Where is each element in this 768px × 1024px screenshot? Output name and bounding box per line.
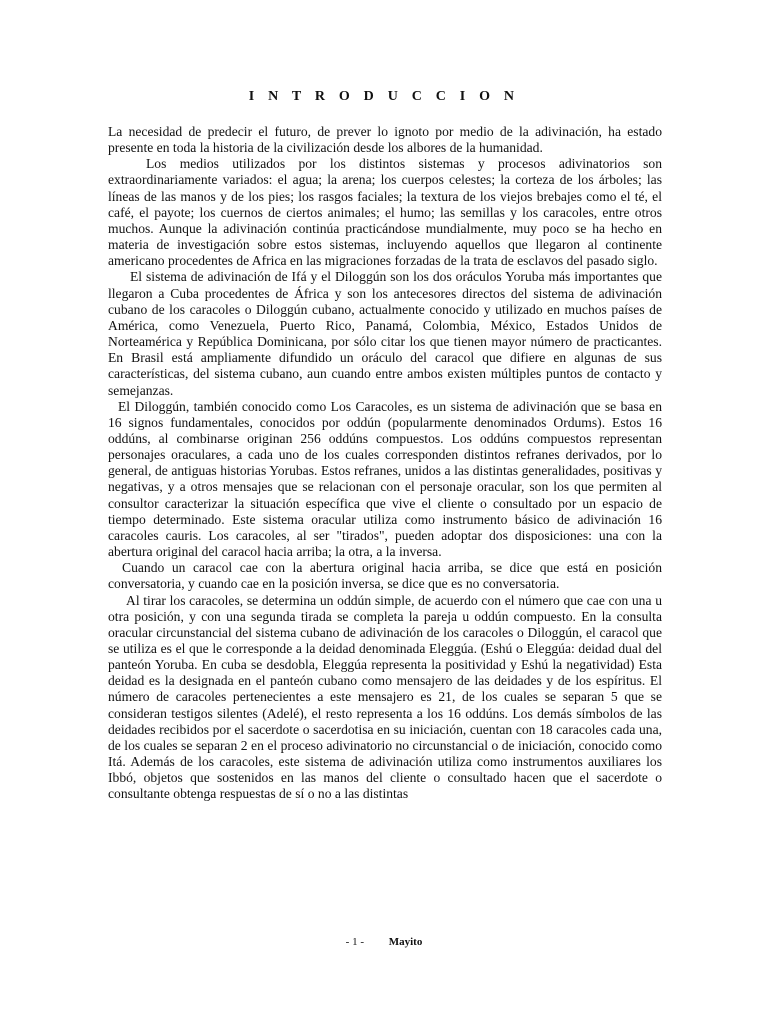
page-title: I N T R O D U C C I O N: [248, 89, 520, 104]
paragraph-2: Los medios utilizados por los distintos sistemas y procesos adivinatorios son extraordinariamente variados: el agua; la arena; los cuerpos celestes; la corteza de los árboles; las líneas de las manos y de los pies; los rasgos faciales; la textura de los viejos brebajes como el té, el café, el payote; los cuernos de ciertos animales; el humo; las semillas y los caracoles, entre otros muchos. Aunque la adivinación continúa practicándose mundialmente, muy poco se ha hecho en materia de investigación sobre estos sistemas, incluyendo aquellos que llegaron al continente americano procedentes de Africa en las migraciones forzadas de la trata de esclavos del pasado siglo.: [108, 156, 662, 269]
paragraph-1: La necesidad de predecir el futuro, de prever lo ignoto por medio de la adivinación, ha estado presente en toda la historia de la civilización desde los albores de la humanidad.: [108, 124, 662, 156]
page-number: - 1 -: [345, 936, 364, 948]
footer-author: Mayito: [388, 936, 423, 948]
paragraph-3: El sistema de adivinación de Ifá y el Diloggún son los dos oráculos Yoruba más importantes que llegaron a Cuba procedentes de África y son los antecesores directos del sistema de adivinación cubano de los caracoles o Diloggún cubano, actualmente conocido y utilizado en muchos países de América, como Venezuela, Puerto Rico, Panamá, Colombia, México, Estados Unidos de Norteamérica y República Dominicana, por sólo citar los que tienen mayor número de practicantes. En Brasil está ampliamente difundido un oráculo del caracol que difiere en algunas de sus características, del sistema cubano, aun cuando entre ambos existen múltiples puntos de contacto y semejanzas.: [108, 269, 662, 398]
document-body: [108, 124, 662, 803]
paragraph-6: Al tirar los caracoles, se determina un oddún simple, de acuerdo con el número que cae con una u otra posición, y con una segunda tirada se completa la pareja u oddún compuesto. En la consulta oracular circunstancial del sistema cubano de adivinación de los caracoles o Diloggún, el caracol que se utiliza es el que le corresponde a la deidad denominada Eleggúa. (Eshú o Eleggúa: deidad dual del panteón Yoruba. En cuba se desdobla, Eleggúa representa la positividad y Eshú la negatividad) Esta deidad es la designada en el panteón cubano como mensajero de las deidades y de los espíritus. El número de caracoles pertenecientes a este mensajero es 21, de los cuales se separan 5 que se consideran testigos silentes (Adelé), el resto representa a los 16 oddúns. Los demás símbolos de las deidades recibidos por el sacerdote o sacerdotisa en su iniciación, cuentan con 18 caracoles cada una, de los cuales se separan 2 en el proceso adivinatorio no circunstancial o de iniciación, conocido como Itá. Además de los caracoles, este sistema de adivinación utiliza como instrumentos auxiliares los Ibbó, objetos que sostenidos en las manos del cliente o consultado hacen que el sacerdote o consultante obtenga respuestas de sí o no a las distintas: [108, 592, 662, 802]
paragraph-4: El Diloggún, también conocido como Los Caracoles, es un sistema de adivinación que se basa en 16 signos fundamentales, conocidos por oddún (popularmente denominados Ordums). Estos 16 oddúns, al combinarse originan 256 oddúns compuestos. Los oddúns compuestos representan personajes oraculares, a cada uno de los cuales corresponden distintos refranes derivados, por lo general, de antiguas historias Yorubas. Estos refranes, unidos a las distintas generalidades, positivas y negativas, y a otros mensajes que se relacionan con el personaje oracular, son los que permiten al consultor caracterizar la situación específica que vive el cliente o consultado por un espacio de tiempo determinado. Este sistema oracular utiliza como instrumento básico de adivinación 16 caracoles cauris. Los caracoles, al ser "tirados", pueden adoptar dos disposiciones: una con la abertura original del caracol hacia arriba; la otra, a la inversa.: [108, 398, 662, 560]
page-footer: [0, 936, 768, 948]
paragraph-5: Cuando un caracol cae con la abertura original hacia arriba, se dice que está en posición conversatoria, y cuando cae en la posición inversa, se dice que es no conversatoria.: [108, 560, 662, 592]
